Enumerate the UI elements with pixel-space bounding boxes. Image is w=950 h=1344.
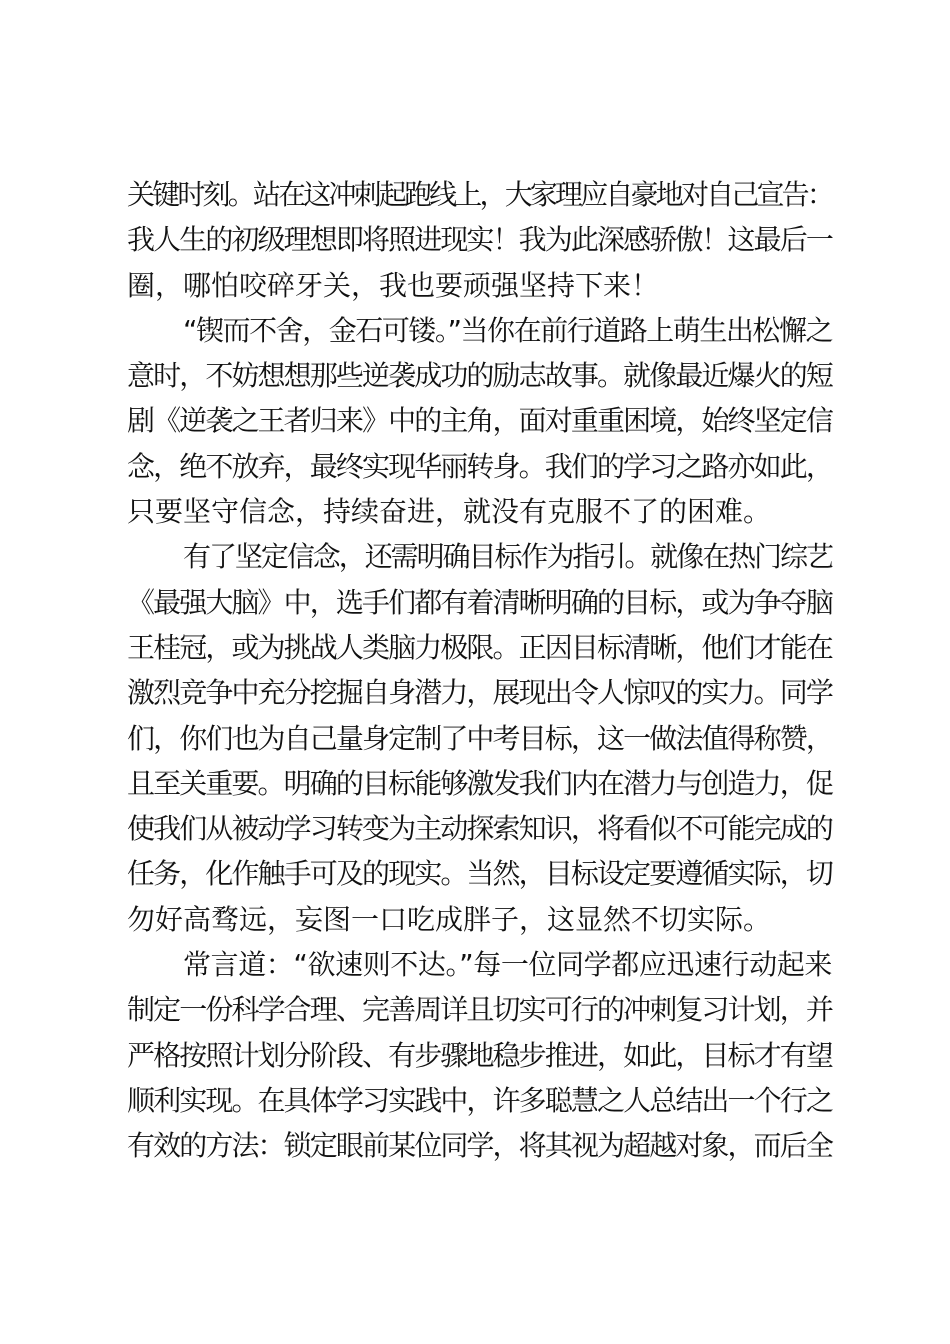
- text-line: 王桂冠，或为挑战人类脑力极限。正因目标清晰，他们才能在: [127, 630, 832, 664]
- body-text: [127, 172, 832, 1169]
- text-line: 《最强大脑》中，选手们都有着清晰明确的目标，或为争夺脑: [127, 585, 832, 619]
- text-line: 剧《逆袭之王者归来》中的主角，面对重重困境，始终坚定信: [127, 404, 832, 438]
- paragraph-first-line: “锲而不舍，金石可镂。”当你在前行道路上萌生出松懈之: [183, 313, 833, 347]
- text-line: 念，绝不放弃，最终实现华丽转身。我们的学习之路亦如此，: [127, 449, 832, 483]
- text-line: 任务，化作触手可及的现实。当然，目标设定要遵循实际，切: [127, 857, 832, 891]
- text-line: 激烈竞争中充分挖掘自身潜力，展现出令人惊叹的实力。同学: [127, 676, 832, 710]
- text-line: 使我们从被动学习转变为主动探索知识，将看似不可能完成的: [127, 812, 832, 846]
- text-line: 有效的方法：锁定眼前某位同学，将其视为超越对象，而后全: [127, 1129, 832, 1163]
- text-line: 我人生的初级理想即将照进现实！我为此深感骄傲！这最后一: [127, 223, 832, 257]
- text-line: 关键时刻。站在这冲刺起跑线上，大家理应自豪地对自己宣告：: [127, 178, 833, 211]
- paragraph-first-line: 常言道：“欲速则不达。”每一位同学都应迅速行动起来: [183, 948, 833, 982]
- text-line: 只要坚守信念，持续奋进，就没有克服不了的困难。: [127, 495, 772, 529]
- text-line: 顺利实现。在具体学习实践中，许多聪慧之人总结出一个行之: [127, 1083, 832, 1117]
- text-line: 圈，哪怕咬碎牙关，我也要顽强坚持下来！: [127, 268, 660, 302]
- text-line: 且至关重要。明确的目标能够激发我们内在潜力与创造力，促: [127, 766, 832, 800]
- paragraph-first-line: 有了坚定信念，还需明确目标作为指引。就像在热门综艺: [183, 540, 833, 574]
- text-line: 意时，不妨想想那些逆袭成功的励志故事。就像最近爆火的短: [127, 359, 832, 393]
- text-line: 严格按照计划分阶段、有步骤地稳步推进，如此，目标才有望: [127, 1038, 832, 1072]
- text-line: 们，你们也为自己量身定制了中考目标，这一做法值得称赞，: [127, 721, 832, 755]
- text-line: 制定一份科学合理、完善周详且切实可行的冲刺复习计划，并: [127, 993, 832, 1027]
- text-line: 勿好高骛远，妄图一口吃成胖子，这显然不切实际。: [127, 902, 772, 936]
